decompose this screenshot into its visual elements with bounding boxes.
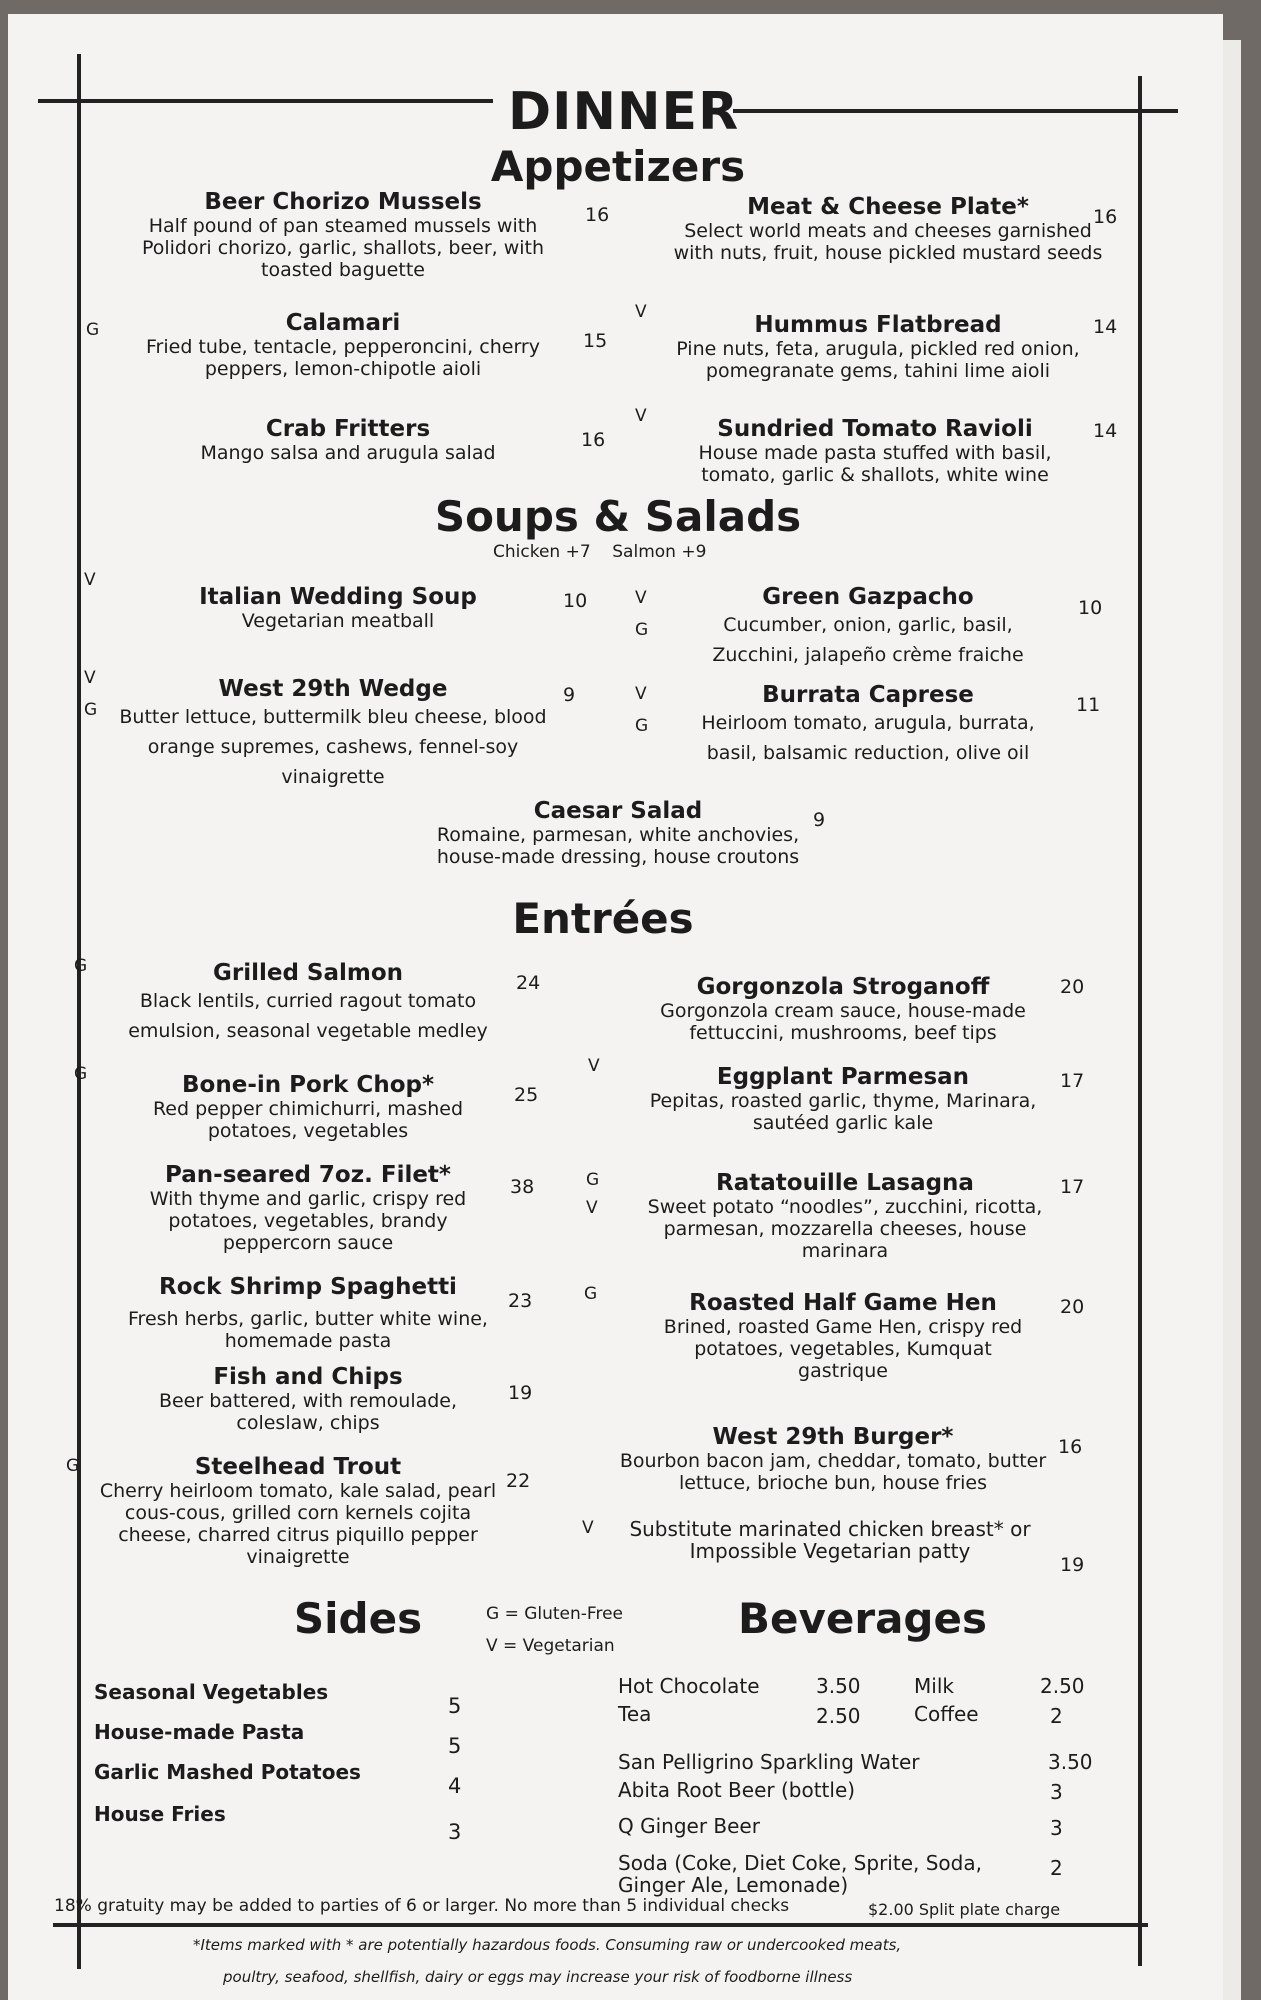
side-price: 5 [448, 1734, 462, 1758]
beverage-name: Abita Root Beer (bottle) [618, 1778, 856, 1802]
item-price: 10 [1078, 597, 1103, 619]
item-description: Pepitas, roasted garlic, thyme, Marinara, sautéed garlic kale [649, 1090, 1037, 1134]
menu-item [128, 1274, 488, 1352]
menu-item [113, 1162, 503, 1254]
item-description: Cucumber, onion, garlic, basil, Zucchini, jalapeño crème fraiche [712, 614, 1024, 666]
item-name: Gorgonzola Stroganoff [696, 974, 990, 1000]
menu-item [123, 189, 563, 281]
menu-item [620, 1170, 1070, 1262]
item-price: 16 [1093, 206, 1118, 228]
item-name: Rock Shrimp Spaghetti [159, 1274, 457, 1300]
item-name: Beer Chorizo Mussels [204, 189, 482, 215]
item-name: Fish and Chips [213, 1364, 403, 1390]
burger-substitution [620, 1518, 1040, 1562]
beverage-name: Hot Chocolate [618, 1674, 760, 1698]
side-name: Garlic Mashed Potatoes [94, 1760, 361, 1784]
item-name: Green Gazpacho [762, 584, 974, 610]
beverage-price: 3 [1050, 1816, 1063, 1840]
side-price: 5 [448, 1694, 462, 1718]
menu-item [678, 584, 1058, 670]
item-diet-tag: V G [635, 588, 649, 640]
item-price: 19 [508, 1382, 533, 1404]
side-name: House Fries [94, 1802, 226, 1826]
beverage-price: 2.50 [816, 1704, 861, 1728]
side-price: 4 [448, 1774, 462, 1798]
menu-item [673, 194, 1103, 264]
menu-title: DINNER [508, 82, 740, 142]
item-price: 11 [1076, 694, 1101, 716]
beverage-name: Q Ginger Beer [618, 1814, 760, 1838]
item-description: Cherry heirloom tomato, kale salad, pearl cous-cous, grilled corn kernels cojita cheese, charred citrus piquillo pepper vinaigrette [99, 1480, 497, 1568]
item-price: 22 [506, 1470, 531, 1492]
item-diet-tag: V [635, 302, 647, 322]
item-diet-tag: G [584, 1284, 598, 1304]
menu-item [158, 416, 538, 464]
beverage-price: 3 [1050, 1780, 1063, 1804]
beverage-name: Soda (Coke, Diet Coke, Sprite, Soda, Ginger Ale, Lemonade) [618, 1851, 982, 1897]
legend-vegetarian: V = Vegetarian [486, 1636, 615, 1656]
item-name: Sundried Tomato Ravioli [717, 416, 1033, 442]
item-description: Fresh herbs, garlic, butter white wine, homemade pasta [128, 1308, 488, 1352]
item-name: Grilled Salmon [212, 960, 404, 986]
item-price: 9 [813, 809, 826, 831]
menu-item [108, 676, 558, 792]
item-price: 25 [514, 1084, 539, 1106]
item-name: Italian Wedding Soup [199, 584, 477, 610]
legend-gluten-free: G = Gluten-Free [486, 1604, 624, 1624]
item-price: 19 [1060, 1554, 1085, 1576]
item-description: Black lentils, curried ragout tomato emulsion, seasonal vegetable medley [128, 990, 488, 1042]
frame-top-line-left [38, 99, 493, 103]
item-name: Calamari [285, 310, 401, 336]
item-name: Caesar Salad [533, 798, 703, 824]
item-description: House made pasta stuffed with basil, tomato, garlic & shallots, white wine [698, 442, 1052, 486]
item-name: Roasted Half Game Hen [689, 1290, 997, 1316]
item-description: Sweet potato “noodles”, zucchini, ricotta, parmesan, mozzarella cheeses, house marinara [647, 1196, 1043, 1262]
item-price: 20 [1060, 1296, 1085, 1318]
item-name: Burrata Caprese [762, 682, 974, 708]
beverage-price: 3.50 [816, 1674, 861, 1698]
item-description: Red pepper chimichurri, mashed potatoes, vegetables [152, 1098, 464, 1142]
beverage-name: Tea [618, 1702, 652, 1726]
beverage-price: 2 [1050, 1704, 1063, 1728]
side-price: 3 [448, 1820, 462, 1844]
salad-protein-addons: Chicken +7 Salmon +9 [493, 542, 707, 562]
item-description: Fried tube, tentacle, pepperoncini, cherry peppers, lemon-chipotle aioli [146, 336, 540, 380]
item-name: Ratatouille Lasagna [716, 1170, 974, 1196]
beverage-price: 3.50 [1048, 1750, 1093, 1774]
side-name: House-made Pasta [94, 1720, 305, 1744]
item-name: Eggplant Parmesan [716, 1064, 970, 1090]
gratuity-note: 18% gratuity may be added to parties of 6 or larger. No more than 5 individual checks [54, 1896, 790, 1916]
food-safety-warning: *Items marked with * are potentially hazardous foods. Consuming raw or undercooked meats, [193, 1936, 902, 1954]
menu-item [128, 1072, 488, 1142]
menu-item [648, 1290, 1038, 1382]
item-description: Bourbon bacon jam, cheddar, tomato, butter lettuce, brioche bun, house fries [619, 1450, 1047, 1494]
item-name: Crab Fritters [265, 416, 431, 442]
item-description: Pine nuts, feta, arugula, pickled red onion, pomegranate gems, tahini lime aioli [676, 338, 1080, 382]
beverages-heading: Beverages [738, 1594, 987, 1643]
item-description: Select world meats and cheeses garnished with nuts, fruit, house pickled mustard seeds [673, 220, 1103, 264]
item-diet-tag: V [635, 406, 647, 426]
item-price: 17 [1060, 1070, 1085, 1092]
frame-left-line [77, 54, 81, 1969]
split-plate-charge: $2.00 Split plate charge [868, 1900, 1061, 1919]
item-price: 17 [1060, 1176, 1085, 1198]
menu-item [648, 1064, 1038, 1134]
item-diet-tag: V [582, 1518, 594, 1538]
menu-item [678, 682, 1058, 768]
menu-item [660, 416, 1090, 486]
item-diet-tag: G [74, 1064, 88, 1084]
beverage-name: Milk [914, 1674, 954, 1698]
beverage-price: 2 [1050, 1856, 1063, 1880]
side-name: Seasonal Vegetables [94, 1680, 329, 1704]
menu-paper [8, 14, 1223, 2000]
soups-salads-heading: Soups & Salads [434, 492, 802, 541]
beverage-name: Coffee [914, 1702, 979, 1726]
item-diet-tag: V [588, 1056, 600, 1076]
item-description: Half pound of pan steamed mussels with Polidori chorizo, garlic, shallots, beer, with toasted baguette [141, 215, 545, 281]
menu-item [428, 798, 808, 868]
frame-right-line [1138, 76, 1142, 1966]
item-price: 16 [1058, 1436, 1083, 1458]
menu-item [618, 1424, 1048, 1494]
item-diet-tag: V [84, 570, 96, 590]
item-description: Butter lettuce, buttermilk bleu cheese, blood orange supremes, cashews, fennel-soy vinaigrette [119, 706, 547, 788]
item-diet-tag: G V [586, 1170, 600, 1218]
beverage-name: San Pelligrino Sparkling Water [618, 1750, 920, 1774]
item-name: West 29th Burger* [712, 1424, 954, 1450]
item-description: Heirloom tomato, arugula, burrata, basil, balsamic reduction, olive oil [701, 712, 1035, 764]
item-price: 24 [516, 972, 541, 994]
item-diet-tag: G [66, 1456, 80, 1476]
food-safety-warning: poultry, seafood, shellfish, dairy or eggs may increase your risk of foodborne illness [223, 1968, 853, 1986]
item-description: Gorgonzola cream sauce, house-made fettuccini, mushrooms, beef tips [660, 1000, 1026, 1044]
sides-heading: Sides [293, 1594, 423, 1643]
menu-item [108, 960, 508, 1046]
item-name: Meat & Cheese Plate* [747, 194, 1029, 220]
item-price: 20 [1060, 976, 1085, 998]
menu-item [133, 310, 553, 380]
item-name: Bone-in Pork Chop* [182, 1072, 434, 1098]
item-price: 9 [563, 684, 576, 706]
item-description: Mango salsa and arugula salad [200, 442, 496, 464]
item-description: Brined, roasted Game Hen, crispy red potatoes, vegetables, Kumquat gastrique [663, 1316, 1023, 1382]
item-description: With thyme and garlic, crispy red potatoes, vegetables, brandy peppercorn sauce [149, 1188, 467, 1254]
item-price: 14 [1093, 316, 1118, 338]
beverage-price: 2.50 [1040, 1674, 1085, 1698]
entrees-heading: Entrées [512, 894, 694, 943]
item-name: Pan-seared 7oz. Filet* [165, 1162, 451, 1188]
item-price: 16 [585, 204, 610, 226]
item-description: Beer battered, with remoulade, coleslaw, chips [158, 1390, 458, 1434]
item-price: 14 [1093, 420, 1118, 442]
item-description: Romaine, parmesan, white anchovies, house-made dressing, house croutons [436, 824, 800, 868]
item-price: 15 [583, 330, 608, 352]
menu-item [128, 1364, 488, 1434]
item-diet-tag: G [86, 320, 100, 340]
frame-top-line-right [733, 109, 1178, 113]
item-price: 23 [508, 1290, 533, 1312]
menu-item [668, 312, 1088, 382]
item-description: Substitute marinated chicken breast* or Impossible Vegetarian patty [629, 1517, 1031, 1563]
menu-item [628, 974, 1058, 1044]
item-name: Steelhead Trout [194, 1454, 402, 1480]
item-description: Vegetarian meatball [241, 610, 435, 632]
item-price: 10 [563, 590, 588, 612]
item-price: 16 [581, 429, 606, 451]
frame-bottom-line [53, 1923, 1148, 1927]
appetizers-heading: Appetizers [490, 142, 746, 191]
item-diet-tag: V G [635, 684, 649, 736]
item-price: 38 [510, 1176, 535, 1198]
menu-item [158, 584, 518, 632]
menu-item [88, 1454, 508, 1568]
item-diet-tag: G [74, 956, 88, 976]
item-name: West 29th Wedge [218, 676, 448, 702]
item-diet-tag: V G [84, 668, 98, 720]
item-name: Hummus Flatbread [754, 312, 1002, 338]
